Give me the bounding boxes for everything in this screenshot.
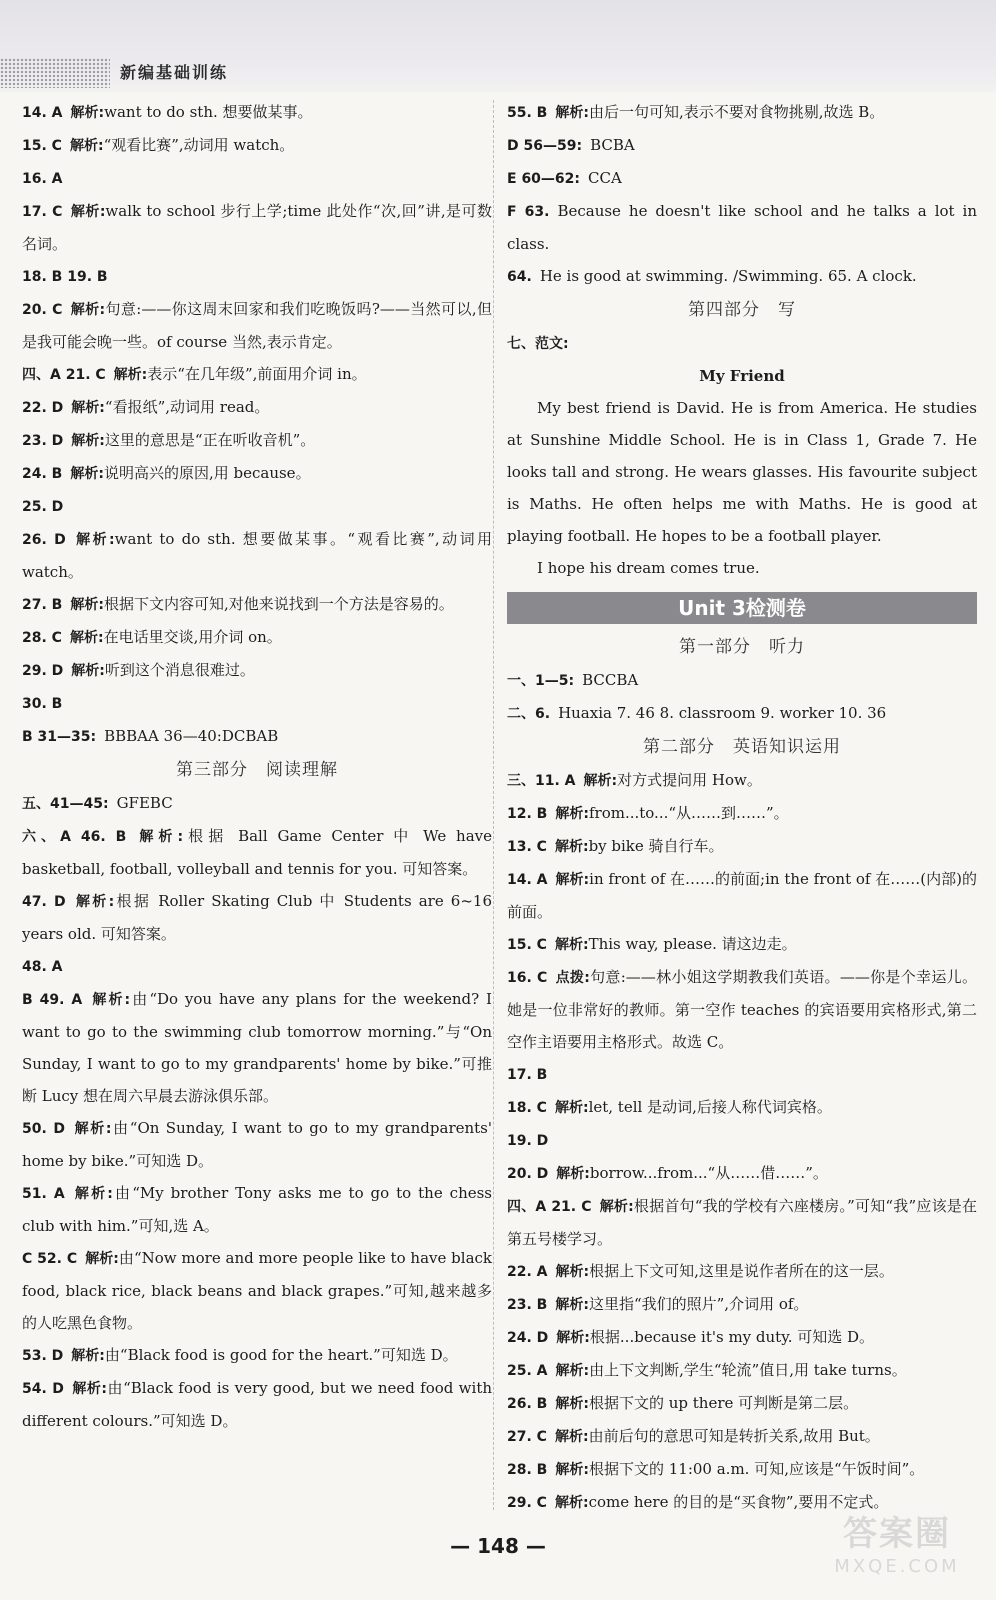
answer-label: 20. D — [507, 1166, 549, 1182]
answer-text: 句意:——林小姐这学期教我们英语。——你是个幸运儿。她是一位非常好的教师。第一空作 teaches 的宾语要用宾格形式,第二空作主语要用主格形式。故选 C。 — [507, 968, 977, 1051]
column-divider — [493, 100, 494, 1510]
answer-entry — [22, 1339, 492, 1372]
essay-paragraph: My best friend is David. He is from America. He studies at Sunshine Middle School. He is in Class 1, Grade 7. He looks tall and strong. He wears glasses. His favourite subject is Maths. He often helps me with Maths. He is good at playing football. He hopes to be a football player. — [507, 399, 977, 545]
analysis-keyword: 解析: — [554, 839, 589, 855]
answer-entry — [507, 961, 977, 1058]
answer-text: 句意:——你这周末回家和我们吃晚饭吗?——当然可以,但是我可能会晚一些。of course 当然,表示肯定。 — [22, 300, 492, 351]
answer-text: Huaxia 7. 46 8. classroom 9. worker 10. 36 — [558, 704, 887, 722]
answer-entry — [507, 797, 977, 830]
analysis-keyword: 解析: — [134, 829, 184, 845]
answer-text: 对方式提问用 How。 — [617, 771, 762, 789]
answer-label: 27. B — [22, 597, 63, 613]
answer-text: 由“Do you have any plans for the weekend? I want to go to the swimming club tomorrow morning.”与“On Sunday, I want to go to my grandparents' home by bike.”可推断 Lucy 想在周六早晨去游泳俱乐部。 — [22, 990, 492, 1105]
answer-text: 根据下文的 11:00 a.m. 可知,应该是“午饭时间”。 — [588, 1460, 925, 1478]
answer-label: E 60—62: — [507, 171, 581, 187]
answer-label: 54. D — [22, 1381, 64, 1397]
answer-entry — [22, 654, 492, 687]
analysis-keyword: 解析: — [555, 1297, 589, 1313]
answer-text: 由“Black food is good for the heart.”可知选 D。 — [104, 1346, 458, 1364]
answer-text: He is good at swimming. /Swimming. 65. A clock. — [539, 267, 917, 285]
answer-label: 四、A 21. C — [22, 367, 106, 383]
answer-entry — [507, 1453, 977, 1486]
answer-entry — [507, 1190, 977, 1255]
analysis-keyword: 解析: — [555, 1396, 589, 1412]
answer-text: 由前后句的意思可知是转折关系,故用 But。 — [588, 1427, 880, 1445]
left-column — [22, 96, 492, 1437]
answer-entry — [22, 358, 492, 391]
analysis-keyword: 解析: — [555, 872, 590, 888]
answer-entry — [22, 820, 492, 885]
answer-label: 四、A 21. C — [507, 1199, 592, 1215]
answer-label: 19. D — [507, 1133, 549, 1149]
analysis-keyword: 解析: — [70, 204, 106, 220]
answer-label: 六、A 46. B — [22, 829, 127, 845]
analysis-keyword: 解析: — [90, 992, 131, 1008]
answer-label: 三、11. A — [507, 773, 576, 789]
answer-text: 根据首句“我的学校有六座楼房。”可知“我”应该是在第五号楼学习。 — [507, 1197, 977, 1248]
analysis-keyword: 解析: — [72, 1121, 112, 1137]
answer-entry — [507, 1354, 977, 1387]
answer-label: 15. C — [507, 937, 547, 953]
answer-label: 48. A — [22, 959, 63, 975]
answer-label: 20. C — [22, 302, 63, 318]
section-heading: 第三部分 阅读理解 — [176, 760, 338, 780]
answer-entry — [22, 950, 492, 983]
analysis-keyword: 点拨: — [555, 970, 590, 986]
answer-text: 由“My brother Tony asks me to go to the chess club with him.”可知,选 A。 — [22, 1184, 493, 1235]
answer-text: 由后一句可知,表示不要对食物挑剔,故选 B。 — [588, 103, 885, 121]
answer-text: from...to...“从……到……”。 — [588, 804, 789, 822]
answer-label: 23. B — [507, 1297, 548, 1313]
answer-text: 由“On Sunday, I want to go to my grandparents' home by bike.”可知选 D。 — [22, 1119, 492, 1170]
answer-text: 由“Now more and more people like to have black food, black rice, black beans and black grapes.”可知,越来越多的人吃黑色食物。 — [22, 1249, 492, 1332]
analysis-keyword: 解析: — [71, 1381, 108, 1397]
answer-label: 53. D — [22, 1348, 64, 1364]
answer-label: 五、41—45: — [22, 796, 109, 812]
answer-text: 根据上下文可知,这里是说作者所在的这一层。 — [589, 1262, 894, 1280]
answer-entry — [507, 664, 977, 697]
right-column-top — [507, 96, 977, 327]
answer-text: by bike 骑自行车。 — [588, 837, 724, 855]
answer-label: 25. D — [22, 499, 64, 515]
essay-title: My Friend — [699, 367, 785, 385]
answer-label: 13. C — [507, 839, 547, 855]
answer-label: 24. D — [507, 1330, 549, 1346]
answer-entry — [507, 129, 977, 162]
analysis-keyword: 解析: — [70, 302, 106, 318]
answer-text: “观看比赛”,动词用 watch。 — [103, 136, 295, 154]
answer-label: 30. B — [22, 696, 63, 712]
answer-text: 听到这个消息很难过。 — [104, 661, 255, 679]
answer-entry — [22, 293, 492, 358]
answer-entry — [22, 1112, 492, 1177]
analysis-keyword: 解析: — [70, 105, 105, 121]
answer-label: 26. D — [22, 532, 66, 548]
answer-label: B 49. A — [22, 992, 83, 1008]
essay-paragraph: I hope his dream comes true. — [537, 559, 760, 577]
answer-text: 由“Black food is very good, but we need food with different colours.”可知选 D。 — [22, 1379, 493, 1430]
answer-entry — [22, 391, 492, 424]
analysis-keyword: 解析: — [555, 806, 589, 822]
answer-entry — [22, 787, 492, 820]
analysis-keyword: 解析: — [583, 773, 618, 789]
answer-label: 18. C — [507, 1100, 547, 1116]
analysis-keyword: 解析: — [69, 630, 104, 646]
analysis-keyword: 解析: — [71, 1348, 105, 1364]
answer-text: 根据 Roller Skating Club 中 Students are 6~16 years old. 可知答案。 — [22, 892, 493, 943]
answer-label: C 52. C — [22, 1251, 78, 1267]
watermark-logo — [812, 1512, 982, 1592]
analysis-keyword: 解析: — [70, 466, 104, 482]
analysis-keyword: 解析: — [73, 894, 115, 910]
answer-text: This way, please. 请这边走。 — [588, 935, 797, 953]
answer-text: come here 的目的是“买食物”,要用不定式。 — [588, 1493, 889, 1511]
right-column-bottom — [507, 630, 977, 1519]
answer-entry — [507, 1091, 977, 1124]
answer-label: 27. C — [507, 1429, 547, 1445]
analysis-keyword: 解析: — [85, 1251, 119, 1267]
answer-label: B 31—35: — [22, 729, 97, 745]
analysis-keyword: 解析: — [113, 367, 148, 383]
answer-text: 这里的意思是“正在听收音机”。 — [104, 431, 316, 449]
answer-label: 51. A — [22, 1186, 65, 1202]
answer-label: 15. C — [22, 138, 62, 154]
answer-label: F 63. — [507, 204, 550, 220]
analysis-keyword: 解析: — [71, 400, 105, 416]
answer-text: 这里指“我们的照片”,介词用 of。 — [588, 1295, 809, 1313]
answer-label: 12. B — [507, 806, 548, 822]
answer-entry — [22, 1372, 492, 1437]
series-title: 新编基础训练 — [120, 63, 229, 82]
analysis-keyword: 解析: — [555, 1363, 590, 1379]
header-band — [0, 0, 996, 92]
answer-label: 二、6. — [507, 706, 551, 722]
answer-entry — [507, 830, 977, 863]
answer-label: 14. A — [22, 105, 63, 121]
answer-label: 64. — [507, 269, 532, 285]
answer-entry — [507, 928, 977, 961]
section-heading: 第四部分 写 — [688, 300, 796, 320]
answer-entry — [507, 1387, 977, 1420]
answer-label: 25. A — [507, 1363, 548, 1379]
analysis-keyword: 解析: — [554, 1100, 589, 1116]
answer-label: 17. B — [507, 1067, 548, 1083]
answer-entry — [22, 457, 492, 490]
answer-label: 29. C — [507, 1495, 547, 1511]
answer-text: 在电话里交谈,用介词 on。 — [103, 628, 282, 646]
answer-label: 17. C — [22, 204, 63, 220]
watermark-top-text: 答案圈 — [843, 1514, 951, 1554]
answer-entry — [507, 1288, 977, 1321]
analysis-keyword: 解析: — [72, 1186, 113, 1202]
answer-text: borrow...from...“从……借……”。 — [589, 1164, 828, 1182]
analysis-keyword: 解析: — [599, 1199, 634, 1215]
answer-entry — [22, 129, 492, 162]
answer-label: 47. D — [22, 894, 66, 910]
analysis-keyword: 解析: — [556, 1330, 590, 1346]
answer-entry — [22, 490, 492, 523]
answer-label: 24. B — [22, 466, 63, 482]
answer-label: 18. B 19. B — [22, 269, 108, 285]
answer-label: D 56—59: — [507, 138, 583, 154]
page-number: — 148 — — [450, 1534, 546, 1558]
answer-entry — [22, 195, 492, 260]
analysis-keyword: 解析: — [73, 532, 115, 548]
analysis-keyword: 解析: — [554, 1429, 589, 1445]
section-heading: 第二部分 英语知识运用 — [643, 737, 841, 757]
answer-label: 14. A — [507, 872, 548, 888]
answer-entry — [22, 983, 492, 1112]
answer-entry — [507, 764, 977, 797]
answer-label: 50. D — [22, 1121, 65, 1137]
essay-heading: 七、范文: — [507, 336, 569, 352]
answer-entry — [22, 687, 492, 720]
answer-label: 26. B — [507, 1396, 548, 1412]
answer-label: 16. A — [22, 171, 63, 187]
header-dot-pattern — [0, 58, 110, 88]
answer-text: GFEBC — [116, 794, 173, 812]
answer-text: “看报纸”,动词用 read。 — [104, 398, 270, 416]
answer-label: 28. C — [22, 630, 62, 646]
answer-entry — [22, 621, 492, 654]
answer-text: walk to school 步行上学;time 此处作“次,回”讲,是可数名词。 — [22, 202, 492, 253]
analysis-keyword: 解析: — [556, 1166, 590, 1182]
answer-label: 22. A — [507, 1264, 548, 1280]
answer-text: 根据...because it's my duty. 可知选 D。 — [589, 1328, 875, 1346]
answer-entry — [507, 863, 977, 928]
answer-entry — [22, 885, 492, 950]
answer-text: 根据下文内容可知,对他来说找到一个方法是容易的。 — [103, 595, 454, 613]
answer-entry — [507, 1124, 977, 1157]
answer-text: let, tell 是动词,后接人称代词宾格。 — [588, 1098, 832, 1116]
answer-label: 29. D — [22, 663, 64, 679]
answer-text: BCBA — [590, 136, 635, 154]
analysis-keyword: 解析: — [554, 937, 589, 953]
answer-entry — [507, 96, 977, 129]
answer-text: want to do sth. 想要做某事。 — [104, 103, 313, 121]
answer-entry — [507, 1058, 977, 1091]
answer-label: 28. B — [507, 1462, 548, 1478]
answer-text: 表示“在几年级”,前面用介词 in。 — [147, 365, 367, 383]
answer-label: 16. C — [507, 970, 548, 986]
answer-entry — [22, 424, 492, 457]
answer-text: 根据下文的 up there 可判断是第二层。 — [588, 1394, 859, 1412]
answer-label: 23. D — [22, 433, 64, 449]
section-heading: 第一部分 听力 — [679, 637, 805, 657]
answer-entry — [22, 1242, 492, 1339]
answer-text: 根据 Ball Game Center 中 We have basketball, football, volleyball and tennis for you. 可知答案。 — [22, 827, 492, 878]
analysis-keyword: 解析: — [555, 105, 589, 121]
answer-entry — [22, 96, 492, 129]
right-column — [507, 96, 977, 1519]
answer-text: 由上下文判断,学生“轮流”值日,用 take turns。 — [589, 1361, 907, 1379]
answer-entry — [22, 523, 492, 588]
analysis-keyword: 解析: — [69, 138, 104, 154]
answer-text: 说明高兴的原因,用 because。 — [103, 464, 311, 482]
answer-entry — [507, 1321, 977, 1354]
answer-entry — [22, 162, 492, 195]
answer-label: 55. B — [507, 105, 548, 121]
answer-entry — [22, 588, 492, 621]
answer-entry — [22, 1177, 492, 1242]
analysis-keyword: 解析: — [555, 1264, 590, 1280]
answer-entry — [507, 260, 977, 293]
answer-text: BBBAA 36—40:DCBAB — [104, 727, 279, 745]
unit-banner: Unit 3检测卷 — [507, 592, 977, 624]
answer-label: 22. D — [22, 400, 64, 416]
answer-entry — [507, 162, 977, 195]
answer-text: BCCBA — [582, 671, 639, 689]
answer-entry — [507, 1255, 977, 1288]
answer-text: in front of 在……的前面;in the front of 在……(内部)的前面。 — [507, 870, 978, 921]
answer-text: Because he doesn't like school and he talks a lot in class. — [507, 202, 977, 253]
answer-entry — [22, 720, 492, 753]
analysis-keyword: 解析: — [71, 663, 105, 679]
answer-entry — [22, 260, 492, 293]
answer-entry — [507, 1420, 977, 1453]
answer-label: 一、1—5: — [507, 673, 575, 689]
answer-entry — [507, 195, 977, 260]
analysis-keyword: 解析: — [554, 1495, 589, 1511]
answer-text: want to do sth. 想要做某事。“观看比赛”,动词用 watch。 — [22, 530, 493, 581]
analysis-keyword: 解析: — [71, 433, 105, 449]
answer-text: CCA — [588, 169, 622, 187]
answer-entry — [507, 697, 977, 730]
watermark-bottom-text: MXQE.COM — [834, 1556, 960, 1577]
analysis-keyword: 解析: — [555, 1462, 589, 1478]
answer-entry — [507, 1157, 977, 1190]
analysis-keyword: 解析: — [70, 597, 104, 613]
